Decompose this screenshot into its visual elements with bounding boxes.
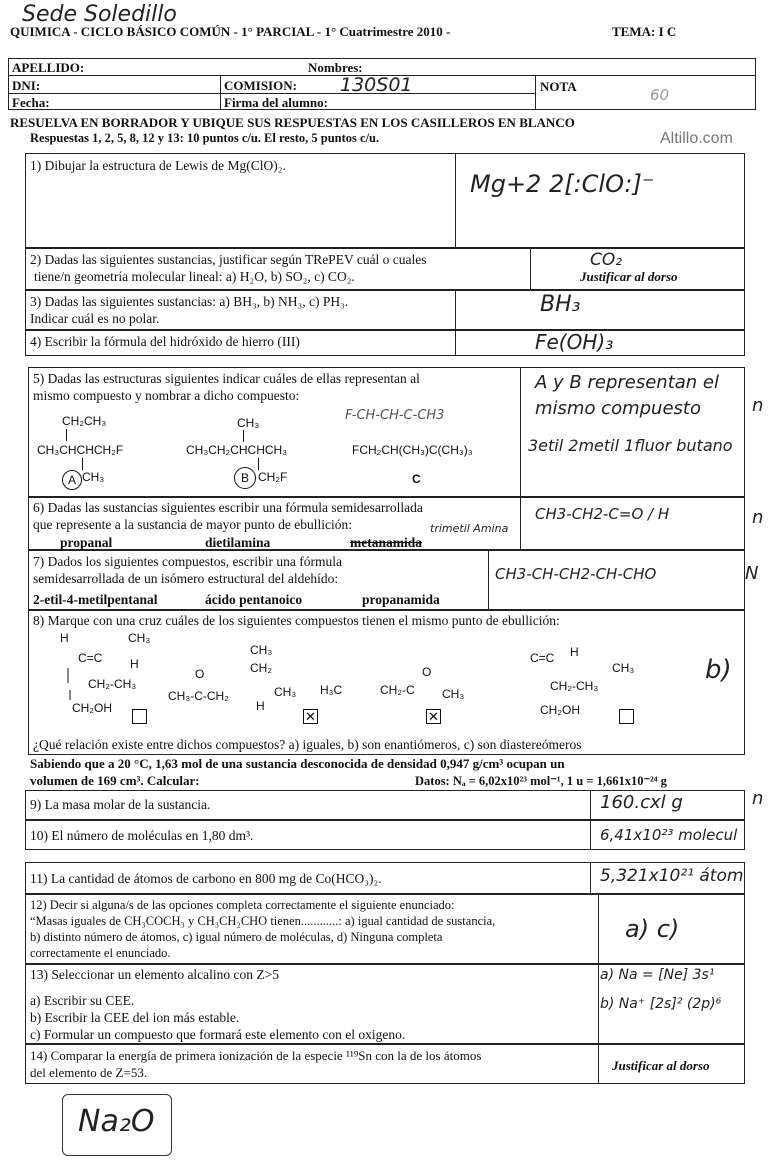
q12-text4: correctamente el enunciado.	[30, 946, 171, 960]
q11-answer: 5,321x10²¹ átom	[600, 866, 744, 886]
q3-text1: 3) Dadas las siguientes sustancias: a) BH₃, b) NH₃, c) PH₃.	[30, 294, 349, 309]
q5-margin-mark: n	[752, 395, 764, 416]
q8-label-6: CH₃	[250, 643, 273, 657]
q8-label-17: H	[570, 645, 579, 659]
q8-label-3: H	[130, 657, 139, 671]
q12-text2: “Masas iguales de CH₃COCH₃ y CH₃CH₂CHO tienen............: a) igual cantidad de sustancia,	[30, 914, 496, 928]
q8-label-4: CH₂-CH₃	[88, 677, 137, 691]
comision-label: COMISION:	[224, 78, 297, 93]
q4-answer: Fe(OH)₃	[535, 330, 614, 354]
q8-checkbox-3[interactable]: ✕	[426, 709, 441, 724]
q5-struct-a-top: CH₂CH₃	[62, 414, 107, 428]
q8-label-1: CH₃	[128, 631, 151, 645]
q5-struct-b-main: CH₃CH₂CHCHCH₃	[186, 443, 288, 457]
q8-label-12: H₃C	[320, 683, 343, 697]
q9-answer: 160.cxl g	[600, 792, 683, 813]
q6-text1: 6) Dadas las sustancias siguientes escribir una fórmula semidesarrollada	[33, 500, 423, 515]
q10-text: 10) El número de moléculas en 1,80 dm³.	[30, 828, 254, 843]
q5-struct-a-bottom: CH₃	[82, 470, 105, 484]
q14-text2: del elemento de Z=53.	[30, 1065, 148, 1080]
q6-text2: que represente a la sustancia de mayor punto de ebullición:	[33, 517, 353, 532]
q7-text1: 7) Dados los siguientes compuestos, escribir una fórmula	[33, 554, 342, 569]
q8-checkbox-2[interactable]: ✕	[303, 709, 318, 724]
q2-text2: tiene/n geometría molecular lineal: a) H₂O, b) SO₂, c) CO₂.	[34, 269, 355, 284]
q9-text: 9) La masa molar de la sustancia.	[30, 797, 211, 812]
firma-label: Firma del alumno:	[224, 95, 328, 110]
q4-text: 4) Escribir la fórmula del hidróxido de hierro (III)	[30, 334, 300, 349]
q7-text2: semidesarrollada de un isómero estructural del aldehído:	[33, 571, 339, 586]
instructions-line1: RESUELVA EN BORRADOR Y UBIQUE SUS RESPUESTAS EN LOS CASILLEROS EN BLANCO	[10, 115, 575, 130]
q8-label-16: C=C	[530, 651, 555, 665]
q5-struct-a-main: CH₃CHCHCH₂F	[37, 443, 124, 457]
q7-option-3: propanamida	[362, 592, 440, 607]
q5-struct-c-main: FCH₂CH(CH₃)C(CH₃)₃	[352, 443, 473, 457]
q13-text3: b) Escribir la CEE del ion más estable.	[30, 1010, 240, 1025]
q14-text1: 14) Comparar la energía de primera ionización de la especie ¹¹⁹Sn con la de los átomos	[30, 1048, 482, 1063]
q10-answer: 6,41x10²³ molecul	[600, 826, 738, 844]
dni-label: DNI:	[12, 78, 41, 93]
bottom-answer: Na₂O	[78, 1104, 155, 1139]
data-block-line2: volumen de 169 cm³. Calcular:	[30, 773, 200, 788]
q8-label-0: H	[60, 631, 69, 645]
q8-label-8: O	[195, 667, 205, 681]
q6-margin-mark: n	[752, 507, 764, 528]
data-block-line1: Sabiendo que a 20 °C, 1,63 mol de una sustancia desconocida de densidad 0,947 g/cm³ ocupan un	[30, 756, 565, 771]
q8-text: 8) Marque con una cruz cuáles de los siguientes compuestos tienen el mismo punto de ebullición:	[33, 613, 560, 628]
q8-label-14: O	[422, 665, 432, 679]
q5-struct-b-top: CH₃	[237, 416, 260, 430]
handwritten-title: Sede Soledillo	[22, 2, 177, 27]
q5-scribble-c: F-CH-CH-C-CH3	[345, 408, 445, 423]
q8-label-2: C=C	[78, 651, 103, 665]
q5-answer-line1: A y B representan el	[535, 372, 720, 393]
q3-text2: Indicar cuál es no polar.	[30, 311, 160, 326]
q8-label-15: CH₃	[442, 687, 465, 701]
q8-label-18: CH₃	[612, 661, 635, 675]
tema-label: TEMA: I C	[612, 24, 677, 39]
q6-answer: CH3-CH2-C=O / H	[535, 505, 670, 523]
q7-margin-mark: N	[745, 563, 759, 584]
q8-label-19: CH₂-CH₃	[550, 679, 599, 693]
q7-answer: CH3-CH-CH2-CH-CHO	[495, 565, 657, 583]
instructions-line2: Respuestas 1, 2, 5, 8, 12 y 13: 10 puntos c/u. El resto, 5 puntos c/u.	[30, 131, 380, 145]
data-block-datos: Datos: Nₐ = 6,02x10²³ mol⁻¹, 1 u = 1,661x10⁻²⁴ g	[415, 774, 667, 788]
q8-label-11: CH₃	[274, 685, 297, 699]
q7-option-2: ácido pentanoico	[205, 592, 303, 607]
q2-answer: CO₂	[590, 250, 623, 270]
q5-answer-line3: 3etil 2metil 1fluor butano	[528, 436, 733, 455]
q8-label-7: CH₂	[250, 661, 272, 675]
comision-value: 130S01	[340, 74, 413, 96]
q8-checkbox-1[interactable]	[132, 709, 147, 724]
q13-text1: 13) Seleccionar un elemento alcalino con Z>5	[30, 967, 280, 982]
q8-question: ¿Qué relación existe entre dichos compuestos? a) iguales, b) son enantiómeros, c) son diastereómeros	[33, 737, 582, 752]
q6-option-3: metanamida	[350, 535, 422, 550]
q5-struct-b-label: B	[234, 467, 256, 489]
q6-option-1: propanal	[60, 535, 113, 550]
q12-answer: a) c)	[625, 915, 680, 943]
q6-option-2: dietilamina	[205, 535, 271, 550]
q8-label-10: H	[256, 699, 265, 713]
q8-label-20: CH₂OH	[540, 703, 580, 717]
q5-struct-c-label: C	[412, 472, 421, 486]
q2-text1: 2) Dadas las siguientes sustancias, justificar según TRePEV cuál o cuales	[30, 252, 427, 267]
nota-label: NOTA	[540, 79, 577, 94]
q14-back-note: Justificar al dorso	[612, 1058, 710, 1073]
q8-checkbox-4[interactable]	[619, 709, 634, 724]
q13-answer-b: b) Na⁺ [2s]² (2p)⁶	[600, 996, 722, 1012]
q1-text: 1) Dibujar la estructura de Lewis de Mg(ClO)₂.	[30, 158, 286, 173]
q6-note: trimetil Amina	[430, 522, 509, 535]
course-line: QUIMICA - CICLO BÁSICO COMÚN - 1° PARCIAL - 1° Cuatrimestre 2010 -	[10, 24, 451, 39]
nombres-label: Nombres:	[308, 60, 363, 75]
q8-label-13: CH₂-C	[380, 683, 415, 697]
q13-answer-a: a) Na = [Ne] 3s¹	[600, 967, 715, 983]
fecha-label: Fecha:	[12, 95, 50, 110]
watermark: Altillo.com	[660, 130, 733, 147]
q2-back-note: Justificar al dorso	[580, 269, 678, 284]
q5-text2: mismo compuesto y nombrar a dicho compuesto:	[33, 388, 300, 403]
q5-struct-b-bottom: CH₂F	[258, 470, 288, 484]
q9-margin-mark: n	[752, 788, 764, 809]
q5-answer-line2: mismo compuesto	[535, 398, 701, 419]
q3-answer: BH₃	[540, 292, 581, 317]
q5-struct-a-label: A	[62, 470, 82, 490]
q12-text3: b) distinto número de átomos, c) igual número de moléculas, d) Ninguna completa	[30, 930, 443, 944]
q11-text: 11) La cantidad de átomos de carbono en 800 mg de Co(HCO₃)₂.	[30, 871, 382, 886]
q8-answer: b)	[705, 655, 732, 685]
q13-text4: c) Formular un compuesto que formará este elemento con el oxigeno.	[30, 1027, 406, 1042]
q7-option-1: 2-etil-4-metilpentanal	[33, 592, 158, 607]
q1-answer: Mg+2 2[:ClO:]⁻	[470, 170, 655, 198]
q5-text1: 5) Dadas las estructuras siguientes indicar cuáles de ellas representan al	[33, 371, 420, 386]
q8-label-9: CH₃-C-CH₂	[168, 689, 229, 703]
q13-text2: a) Escribir su CEE.	[30, 993, 135, 1008]
q12-text1: 12) Decir si alguna/s de las opciones completa correctamente el siguiente enunciado:	[30, 898, 455, 912]
nota-value: 60	[650, 86, 670, 104]
q8-label-5: CH₂OH	[72, 701, 112, 715]
apellido-label: APELLIDO:	[12, 60, 85, 75]
